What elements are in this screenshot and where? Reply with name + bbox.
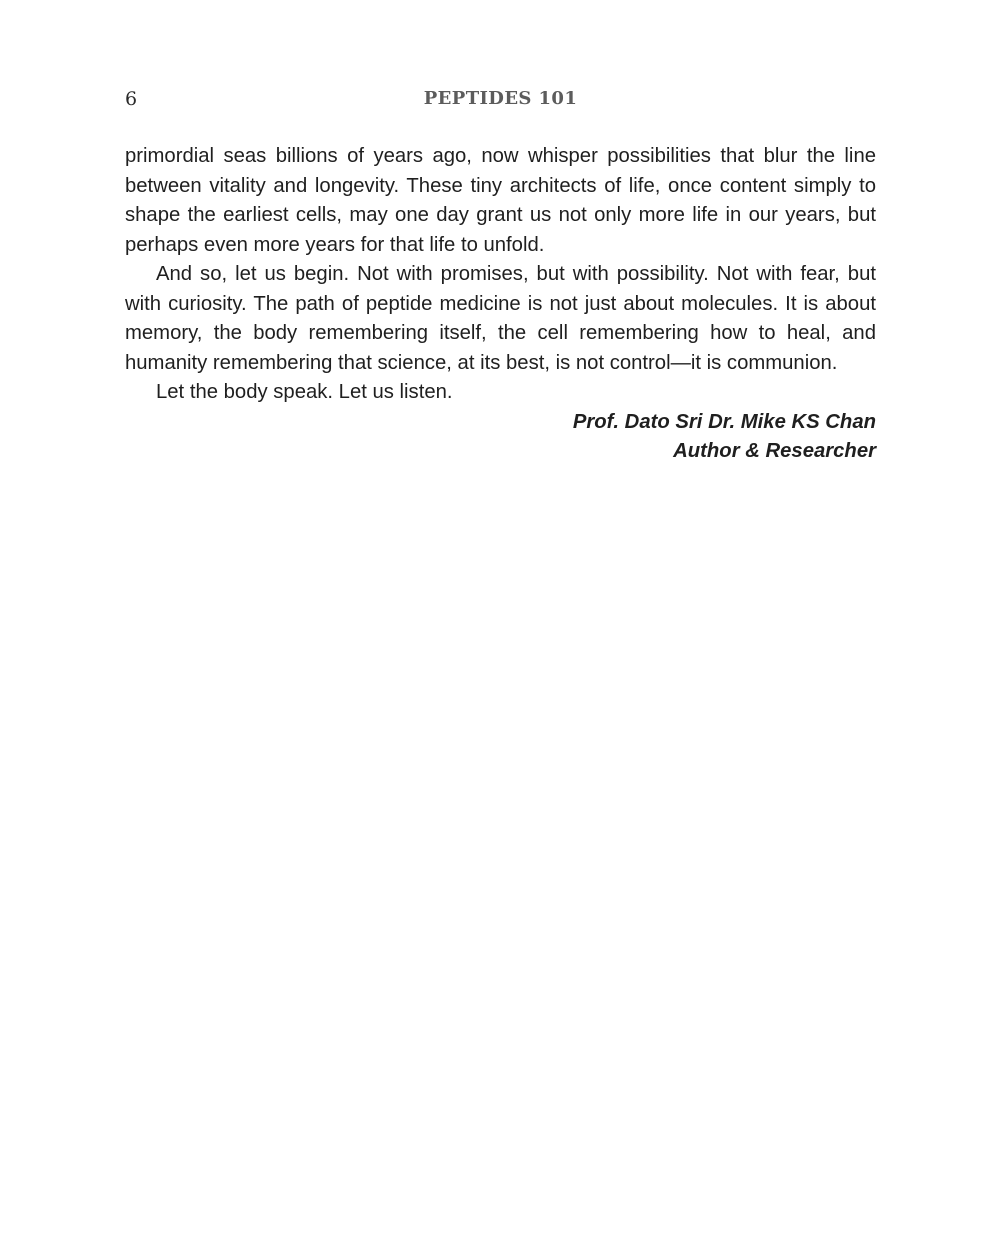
page-number: 6 (125, 88, 138, 110)
author-signature (125, 408, 876, 467)
body-text (125, 142, 876, 467)
paragraph: Let the body speak. Let us listen. (156, 381, 453, 403)
running-head (125, 86, 876, 114)
paragraph: And so, let us begin. Not with promises, but with possibility. Not with fear, but with curiosity. The path of peptide medicine is not just about molecules. It is about memory, the body remembering itself, the cell remembering how to heal, and humanity remembering that science, at its best, is not control—it is communion. (125, 263, 876, 374)
book-title: PEPTIDES 101 (423, 88, 578, 109)
author-role: Author & Researcher (673, 440, 876, 462)
paragraph-continuation: primordial seas billions of years ago, now whisper possibilities that blur the line between vitality and longevity. These tiny architects of life, once content simply to shape the earliest cells, may one day grant us not only more life in our years, but perhaps even more years for that life to unfold. (125, 145, 876, 256)
author-name: Prof. Dato Sri Dr. Mike KS Chan (572, 410, 876, 433)
